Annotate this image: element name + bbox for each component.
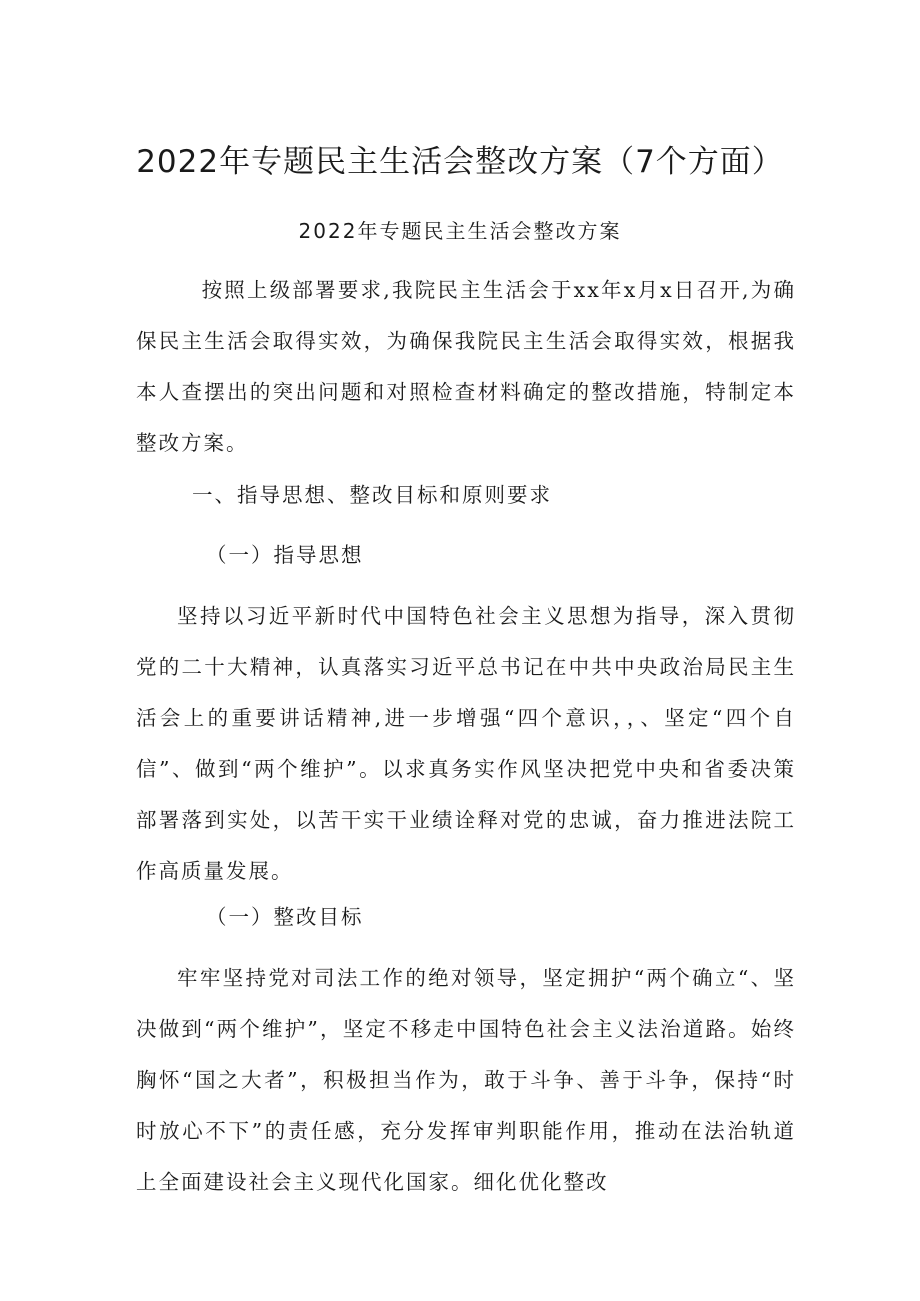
rectification-goal-paragraph: 牢牢坚持党对司法工作的绝对领导，坚定拥护“两个确立“、坚决做到“两个维护”，坚定不移走中国特色社会主义法治道路。始终胸怀“国之大者”，积极担当作为，敢于斗争、善于斗争，保持“时时放心不下”的责任感，充分发挥审判职能作用，推动在法治轨道上全面建设社会主义现代化国家。细化优化整改 bbox=[136, 966, 796, 1194]
subsection-heading-rectification-goal: （一）整改目标 bbox=[206, 905, 364, 929]
subsection-heading-guiding-thought: （一）指导思想 bbox=[206, 543, 364, 567]
document-title: 2022年专题民主生活会整改方案（7个方面） bbox=[136, 144, 784, 180]
section-heading-1: 一、指导思想、整改目标和原则要求 bbox=[192, 483, 552, 507]
intro-paragraph: 按照上级部署要求,我院民主生活会于xx年x月x日召开,为确保民主生活会取得实效，为确保我院民主生活会取得实效，根据我本人查摆出的突出问题和对照检查材料确定的整改措施，特制定本整改方案。 bbox=[136, 278, 796, 455]
guiding-thought-paragraph: 坚持以习近平新时代中国特色社会主义思想为指导，深入贯彻党的二十大精神，认真落实习近平总书记在中共中央政治局民主生活会上的重要讲话精神,进一步增强“四个意识，，、坚定“四个自信”、做到“两个维护”。以求真务实作风坚决把党中央和省委决策部署落到实处，以苦干实干业绩诠释对党的忠诚，奋力推进法院工作高质量发展。 bbox=[136, 604, 796, 883]
document-subtitle: 2022年专题民主生活会整改方案 bbox=[298, 219, 622, 243]
